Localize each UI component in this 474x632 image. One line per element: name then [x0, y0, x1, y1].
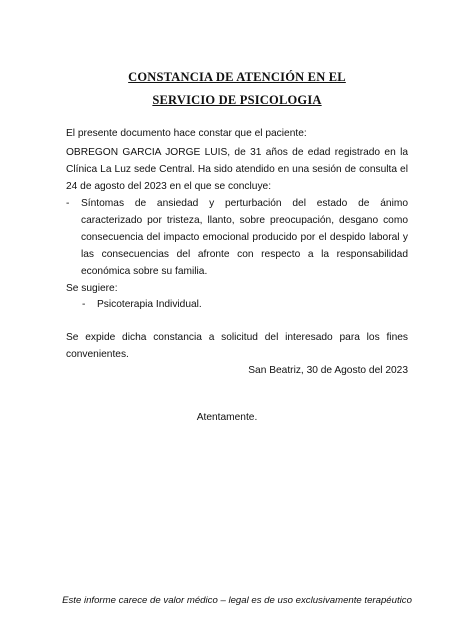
- suggestion-heading: Se sugiere:: [66, 283, 118, 294]
- document-title-line-2: SERVICIO DE PSICOLOGIA: [152, 93, 322, 107]
- document-title-line-1: CONSTANCIA DE ATENCIÓN EN EL: [128, 70, 346, 84]
- footer-disclaimer: Este informe carece de valor médico – legal es de uso exclusivamente terapéutico: [62, 595, 412, 606]
- intro-paragraph: El presente documento hace constar que el paciente:: [66, 128, 307, 139]
- suggestion-text: Psicoterapia Individual.: [97, 299, 202, 310]
- bullet-dash: -: [66, 198, 70, 209]
- conclusion-text: Síntomas de ansiedad y perturbación del estado de ánimo caracterizado por tristeza, llanto, sobre preocupación, desgano como consecuencia del impacto emocional producido por el despido laboral y las consecuencias del afronte con respecto a la responsabilidad económica sobre su familia.: [81, 198, 408, 277]
- closing-salutation: Atentamente.: [196, 412, 258, 423]
- place-and-date: San Beatriz, 30 de Agosto del 2023: [248, 365, 408, 376]
- suggestion-list-item: [82, 296, 202, 313]
- bullet-dash: -: [82, 299, 86, 310]
- patient-paragraph: OBREGON GARCIA JORGE LUIS, de 31 años de edad registrado en la Clínica La Luz sede Central. Ha sido atendido en una sesión de consulta el 24 de agosto del 2023 en el que se concluye:: [66, 147, 408, 192]
- issuance-paragraph: Se expide dicha constancia a solicitud del interesado para los fines convenientes.: [66, 332, 408, 360]
- conclusion-list-item: [66, 195, 408, 280]
